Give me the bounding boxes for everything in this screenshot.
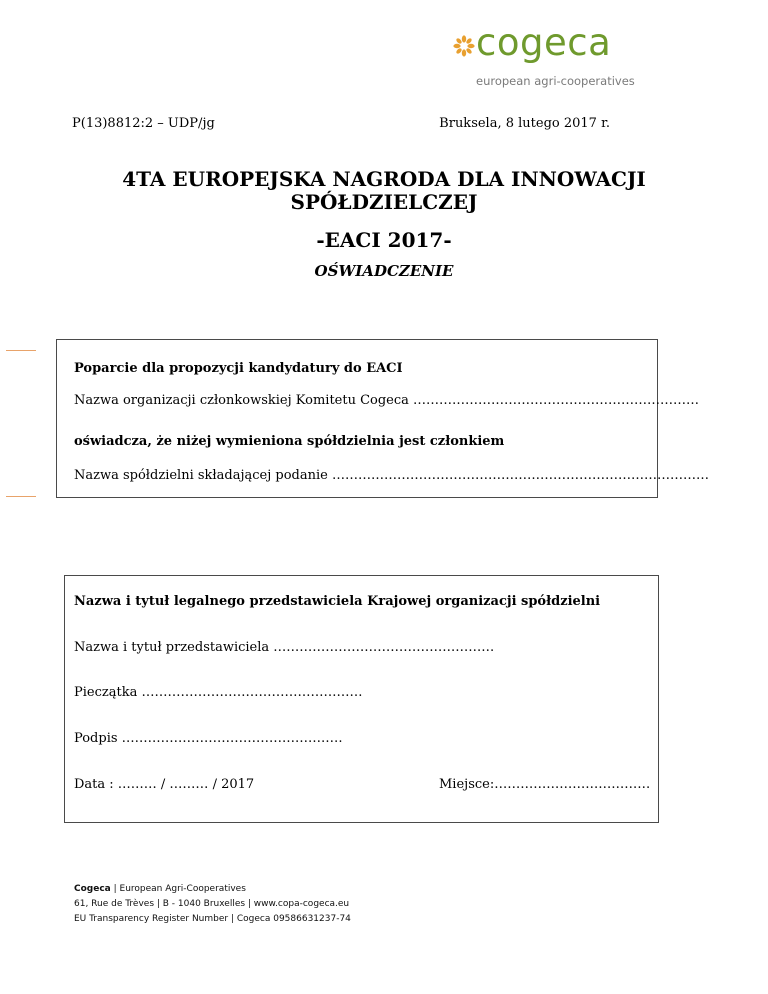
title-line-2: SPÓŁDZIELCZEJ bbox=[290, 190, 478, 214]
representative-heading: Nazwa i tytuł legalnego przedstawiciela Krajowej organizacji spółdzielni bbox=[74, 594, 601, 609]
edition-title: -EACI 2017- bbox=[316, 228, 452, 252]
footer bbox=[74, 882, 351, 927]
margin-marker bbox=[6, 350, 36, 351]
footer-register: EU Transparency Register Number | Cogeca 09586631237-74 bbox=[74, 914, 351, 924]
margin-marker bbox=[6, 496, 36, 497]
title-line-1: 4TA EUROPEJSKA NAGRODA DLA INNOWACJI bbox=[122, 167, 646, 191]
asterisk-star-icon bbox=[452, 34, 476, 58]
document-date: Bruksela, 8 lutego 2017 r. bbox=[439, 116, 610, 131]
footer-address: 61, Rue de Trèves | B - 1040 Bruxelles | www.copa-cogeca.eu bbox=[74, 899, 350, 909]
representative-name-field[interactable]: Nazwa i tytuł przedstawiciela …………………………………………… bbox=[74, 640, 495, 655]
footer-org-rest: | European Agri-Cooperatives bbox=[110, 884, 246, 894]
document-subtitle: OŚWIADCZENIE bbox=[314, 262, 454, 280]
logo-tagline: european agri-cooperatives bbox=[476, 74, 635, 88]
stamp-field[interactable]: Pieczątka …………………………………………… bbox=[74, 685, 363, 700]
member-org-field[interactable]: Nazwa organizacji członkowskiej Komitetu Cogeca ………………………………………………………… bbox=[74, 393, 700, 408]
date-field[interactable]: Data : ……… / ……… / 2017 bbox=[74, 777, 255, 792]
cogeca-logo bbox=[452, 21, 635, 90]
footer-org-line bbox=[74, 882, 351, 897]
representative-box bbox=[64, 575, 659, 823]
place-field[interactable]: Miejsce:……………………………… bbox=[439, 777, 651, 792]
logo-wordmark: cogeca bbox=[476, 21, 612, 64]
support-box bbox=[56, 339, 709, 498]
declaration-text: oświadcza, że niżej wymieniona spółdzielnia jest członkiem bbox=[74, 434, 505, 449]
support-heading: Poparcie dla propozycji kandydatury do EACI bbox=[74, 361, 403, 376]
document-reference: P(13)8812:2 – UDP/jg bbox=[72, 116, 215, 131]
footer-org-name: Cogeca bbox=[74, 884, 111, 894]
cooperative-name-field[interactable]: Nazwa spółdzielni składającej podanie …………………………………………………………………………… bbox=[74, 468, 709, 483]
signature-field[interactable]: Podpis …………………………………………… bbox=[74, 731, 343, 746]
